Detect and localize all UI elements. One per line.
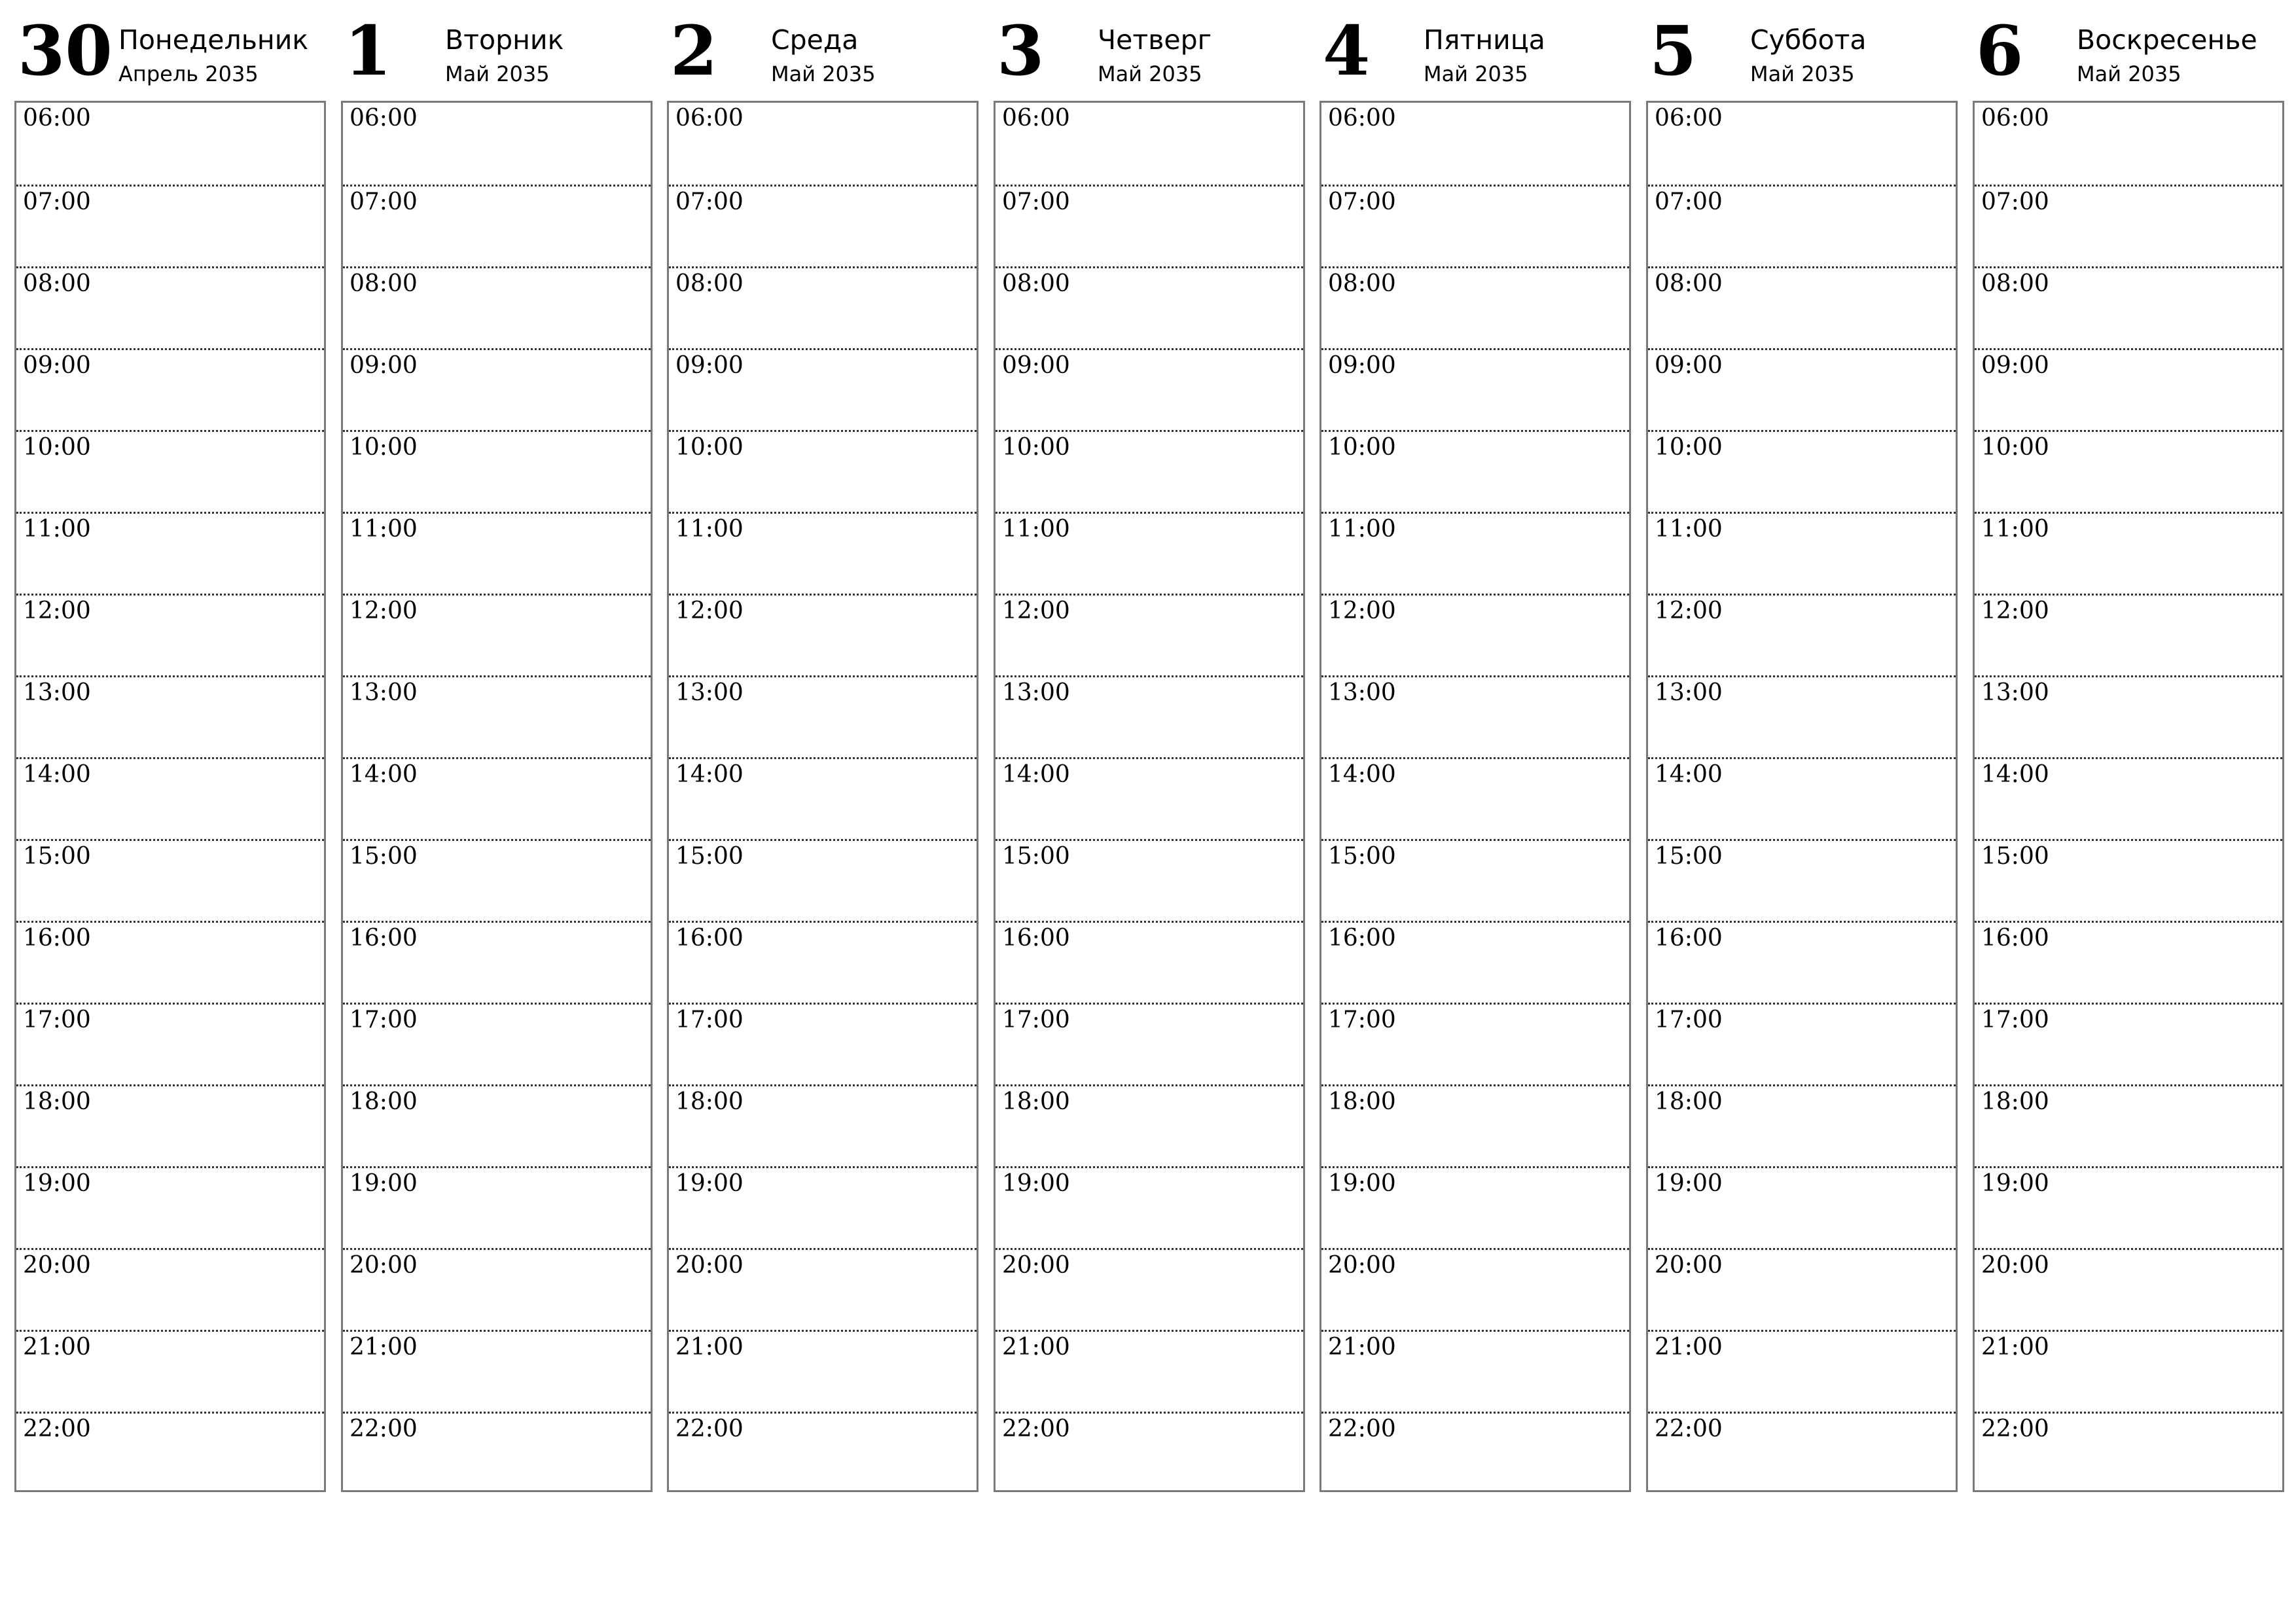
time-slot-label: 20:00 [23,1252,91,1279]
time-slot[interactable] [343,103,651,185]
time-slot[interactable] [1321,266,1629,348]
time-slot-label: 17:00 [1655,1007,1723,1033]
time-slot-label: 16:00 [350,925,418,952]
time-slot[interactable] [996,1166,1303,1248]
time-slot[interactable] [1975,839,2282,921]
time-slot-label: 22:00 [350,1416,418,1442]
time-slot-label: 18:00 [1002,1088,1070,1115]
day-month-year: Май 2035 [1424,62,1528,86]
day-schedule-box[interactable] [1973,101,2284,1492]
time-slot[interactable] [343,1003,651,1084]
time-slot-label: 07:00 [23,188,91,215]
time-slot[interactable] [343,430,651,512]
day-schedule-box[interactable] [1319,101,1631,1492]
time-slot[interactable] [343,594,651,675]
time-slot-label: 11:00 [1655,516,1723,543]
time-slot-label: 18:00 [1655,1088,1723,1115]
day-schedule-box[interactable] [1646,101,1958,1492]
time-slot[interactable] [669,1003,977,1084]
time-slot[interactable] [996,675,1303,757]
time-slot[interactable] [1975,594,2282,675]
time-slot[interactable] [1321,1412,1629,1493]
time-slot-label: 07:00 [1002,188,1070,215]
time-slot-label: 10:00 [1328,434,1396,461]
time-slot[interactable] [996,512,1303,594]
time-slot[interactable] [1321,757,1629,839]
time-slot[interactable] [669,512,977,594]
day-month-year: Май 2035 [2077,62,2181,86]
time-slot[interactable] [1648,921,1956,1003]
time-slot[interactable] [343,266,651,348]
time-slot[interactable] [1648,1412,1956,1493]
time-slot[interactable] [16,1412,324,1493]
time-slot-label: 13:00 [23,679,91,706]
time-slot[interactable] [669,839,977,921]
time-slot-label: 15:00 [1002,843,1070,870]
time-slot-label: 07:00 [1655,188,1723,215]
time-slot-label: 19:00 [23,1170,91,1197]
time-slot-label: 14:00 [1981,761,2049,788]
time-slot-label: 07:00 [350,188,418,215]
time-slot-label: 09:00 [1002,352,1070,379]
time-slot-label: 17:00 [1328,1007,1396,1033]
time-slot-label: 08:00 [1655,270,1723,297]
time-slot[interactable] [1975,1412,2282,1493]
day-header [994,0,1321,98]
time-slot[interactable] [16,921,324,1003]
day-number: 6 [1976,10,2024,91]
time-slot[interactable] [669,1084,977,1166]
time-slot[interactable] [1321,921,1629,1003]
time-slot-label: 12:00 [350,597,418,624]
time-slot-label: 07:00 [675,188,744,215]
day-schedule-box[interactable] [667,101,978,1492]
time-slot[interactable] [1648,103,1956,185]
time-slot[interactable] [1975,675,2282,757]
time-slot-label: 12:00 [1655,597,1723,624]
time-slot-label: 09:00 [675,352,744,379]
time-slot[interactable] [1975,1166,2282,1248]
time-slot[interactable] [996,1248,1303,1330]
time-slot-label: 06:00 [1328,105,1396,132]
time-slot-label: 08:00 [23,270,91,297]
time-slot[interactable] [996,1330,1303,1412]
time-slot[interactable] [16,103,324,185]
time-slot[interactable] [343,839,651,921]
time-slot-label: 21:00 [23,1334,91,1361]
time-slot[interactable] [1975,1248,2282,1330]
time-slot-label: 08:00 [675,270,744,297]
time-slot-label: 18:00 [1981,1088,2049,1115]
time-slot[interactable] [16,757,324,839]
time-slot[interactable] [1975,512,2282,594]
day-month-year: Май 2035 [1750,62,1855,86]
time-slot-label: 09:00 [23,352,91,379]
day-name: Пятница [1424,24,1545,56]
time-slot[interactable] [996,430,1303,512]
time-slot-label: 13:00 [675,679,744,706]
day-header [667,0,994,98]
time-slot-label: 14:00 [1002,761,1070,788]
time-slot-label: 10:00 [1981,434,2049,461]
time-slot-label: 10:00 [350,434,418,461]
day-header [14,0,342,98]
time-slot-label: 17:00 [675,1007,744,1033]
time-slot-label: 22:00 [675,1416,744,1442]
time-slot-label: 13:00 [1655,679,1723,706]
day-name: Вторник [445,24,564,56]
time-slot-label: 14:00 [1328,761,1396,788]
time-slot[interactable] [1648,430,1956,512]
time-slot[interactable] [669,348,977,430]
time-slot-label: 18:00 [350,1088,418,1115]
time-slot[interactable] [1321,1003,1629,1084]
day-header [1646,0,1973,98]
time-slot-label: 15:00 [350,843,418,870]
time-slot[interactable] [1648,266,1956,348]
day-month-year: Май 2035 [1098,62,1202,86]
time-slot[interactable] [669,185,977,266]
time-slot-label: 10:00 [1002,434,1070,461]
time-slot[interactable] [1321,839,1629,921]
time-slot-label: 19:00 [350,1170,418,1197]
day-number: 3 [997,10,1045,91]
time-slot[interactable] [669,1412,977,1493]
time-slot[interactable] [669,921,977,1003]
time-slot[interactable] [1648,348,1956,430]
time-slot-label: 11:00 [1981,516,2049,543]
time-slot-label: 06:00 [350,105,418,132]
day-number: 1 [344,10,392,91]
time-slot-label: 22:00 [23,1416,91,1442]
time-slot-label: 19:00 [675,1170,744,1197]
time-slot-label: 11:00 [350,516,418,543]
day-number: 30 [18,10,113,91]
time-slot-label: 22:00 [1981,1416,2049,1442]
time-slot-label: 20:00 [1981,1252,2049,1279]
time-slot[interactable] [1975,430,2282,512]
day-month-year: Апрель 2035 [118,62,259,86]
time-slot[interactable] [996,185,1303,266]
day-header [1319,0,1647,98]
time-slot-label: 15:00 [1981,843,2049,870]
time-slot[interactable] [1321,103,1629,185]
time-slot-label: 10:00 [23,434,91,461]
time-slot-label: 15:00 [1328,843,1396,870]
time-slot-label: 06:00 [1002,105,1070,132]
time-slot-label: 12:00 [1328,597,1396,624]
time-slot-label: 18:00 [1328,1088,1396,1115]
time-slot[interactable] [996,1084,1303,1166]
time-slot[interactable] [343,675,651,757]
time-slot-label: 11:00 [675,516,744,543]
time-slot-label: 19:00 [1981,1170,2049,1197]
time-slot-label: 14:00 [675,761,744,788]
time-slot[interactable] [1321,1330,1629,1412]
day-month-year: Май 2035 [771,62,876,86]
time-slot[interactable] [1648,1330,1956,1412]
time-slot-label: 12:00 [675,597,744,624]
time-slot-label: 19:00 [1328,1170,1396,1197]
time-slot-label: 06:00 [675,105,744,132]
time-slot-label: 17:00 [23,1007,91,1033]
time-slot-label: 06:00 [23,105,91,132]
time-slot[interactable] [343,1166,651,1248]
time-slot-label: 14:00 [23,761,91,788]
time-slot[interactable] [1648,757,1956,839]
time-slot-label: 13:00 [350,679,418,706]
time-slot-label: 13:00 [1981,679,2049,706]
time-slot-label: 13:00 [1328,679,1396,706]
time-slot[interactable] [669,594,977,675]
time-slot-label: 16:00 [23,925,91,952]
time-slot[interactable] [1648,1084,1956,1166]
time-slot[interactable] [1975,757,2282,839]
time-slot[interactable] [669,103,977,185]
time-slot-label: 13:00 [1002,679,1070,706]
time-slot[interactable] [1648,1003,1956,1084]
time-slot-label: 08:00 [1002,270,1070,297]
time-slot[interactable] [16,512,324,594]
time-slot[interactable] [343,1248,651,1330]
time-slot-label: 15:00 [675,843,744,870]
time-slot[interactable] [1321,675,1629,757]
time-slot-label: 09:00 [1328,352,1396,379]
time-slot-label: 09:00 [350,352,418,379]
time-slot-label: 21:00 [1655,1334,1723,1361]
time-slot[interactable] [343,1084,651,1166]
time-slot[interactable] [16,1330,324,1412]
time-slot-label: 17:00 [1981,1007,2049,1033]
time-slot[interactable] [1321,348,1629,430]
time-slot[interactable] [1648,594,1956,675]
time-slot-label: 18:00 [23,1088,91,1115]
time-slot[interactable] [669,430,977,512]
time-slot[interactable] [16,430,324,512]
time-slot-label: 18:00 [675,1088,744,1115]
time-slot[interactable] [1975,103,2282,185]
time-slot-label: 17:00 [1002,1007,1070,1033]
time-slot-label: 09:00 [1981,352,2049,379]
time-slot[interactable] [1975,266,2282,348]
time-slot-label: 19:00 [1655,1170,1723,1197]
time-slot[interactable] [1648,185,1956,266]
time-slot[interactable] [669,266,977,348]
time-slot[interactable] [1975,1084,2282,1166]
time-slot-label: 20:00 [675,1252,744,1279]
time-slot[interactable] [669,1166,977,1248]
time-slot[interactable] [1648,839,1956,921]
time-slot-label: 16:00 [675,925,744,952]
time-slot[interactable] [996,348,1303,430]
time-slot[interactable] [996,103,1303,185]
day-schedule-box[interactable] [14,101,326,1492]
time-slot-label: 16:00 [1002,925,1070,952]
day-name: Воскресенье [2077,24,2257,56]
time-slot[interactable] [1648,512,1956,594]
time-slot[interactable] [16,1003,324,1084]
time-slot[interactable] [16,266,324,348]
time-slot[interactable] [996,1412,1303,1493]
time-slot[interactable] [16,185,324,266]
time-slot[interactable] [1321,1166,1629,1248]
time-slot-label: 14:00 [1655,761,1723,788]
time-slot-label: 06:00 [1655,105,1723,132]
day-name: Понедельник [118,24,309,56]
time-slot-label: 17:00 [350,1007,418,1033]
time-slot[interactable] [16,1166,324,1248]
time-slot-label: 20:00 [1655,1252,1723,1279]
time-slot[interactable] [1975,185,2282,266]
time-slot-label: 20:00 [1002,1252,1070,1279]
day-number: 4 [1323,10,1371,91]
time-slot-label: 08:00 [1328,270,1396,297]
time-slot-label: 20:00 [350,1252,418,1279]
time-slot[interactable] [669,675,977,757]
time-slot[interactable] [996,594,1303,675]
time-slot-label: 15:00 [23,843,91,870]
time-slot[interactable] [1648,675,1956,757]
day-schedule-box[interactable] [994,101,1305,1492]
time-slot[interactable] [16,839,324,921]
day-header [1973,0,2296,98]
time-slot-label: 07:00 [1981,188,2049,215]
time-slot-label: 08:00 [350,270,418,297]
time-slot[interactable] [343,1330,651,1412]
time-slot[interactable] [1321,594,1629,675]
time-slot-label: 20:00 [1328,1252,1396,1279]
time-slot[interactable] [16,594,324,675]
time-slot[interactable] [996,266,1303,348]
day-number: 5 [1649,10,1697,91]
time-slot[interactable] [669,1248,977,1330]
time-slot-label: 11:00 [23,516,91,543]
time-slot-label: 21:00 [1981,1334,2049,1361]
time-slot-label: 21:00 [675,1334,744,1361]
time-slot-label: 22:00 [1002,1416,1070,1442]
time-slot[interactable] [669,757,977,839]
time-slot[interactable] [16,675,324,757]
day-name: Среда [771,24,859,56]
time-slot[interactable] [343,1412,651,1493]
time-slot[interactable] [669,1330,977,1412]
time-slot[interactable] [343,921,651,1003]
time-slot-label: 11:00 [1328,516,1396,543]
time-slot-label: 15:00 [1655,843,1723,870]
time-slot[interactable] [16,1084,324,1166]
time-slot-label: 06:00 [1981,105,2049,132]
time-slot-label: 21:00 [1002,1334,1070,1361]
time-slot[interactable] [343,757,651,839]
time-slot[interactable] [1648,1248,1956,1330]
time-slot[interactable] [1321,1248,1629,1330]
time-slot[interactable] [343,512,651,594]
time-slot-label: 09:00 [1655,352,1723,379]
time-slot[interactable] [1975,921,2282,1003]
time-slot[interactable] [996,839,1303,921]
time-slot-label: 08:00 [1981,270,2049,297]
day-name: Суббота [1750,24,1867,56]
time-slot[interactable] [1321,1084,1629,1166]
time-slot[interactable] [1321,185,1629,266]
time-slot-label: 19:00 [1002,1170,1070,1197]
time-slot[interactable] [1975,1003,2282,1084]
time-slot-label: 10:00 [675,434,744,461]
time-slot[interactable] [996,921,1303,1003]
time-slot-label: 11:00 [1002,516,1070,543]
time-slot-label: 16:00 [1328,925,1396,952]
day-schedule-box[interactable] [341,101,653,1492]
time-slot-label: 21:00 [1328,1334,1396,1361]
time-slot-label: 07:00 [1328,188,1396,215]
time-slot-label: 16:00 [1981,925,2049,952]
time-slot[interactable] [996,1003,1303,1084]
time-slot[interactable] [1321,512,1629,594]
time-slot-label: 12:00 [1002,597,1070,624]
time-slot[interactable] [1648,1166,1956,1248]
day-number: 2 [670,10,718,91]
time-slot[interactable] [16,1248,324,1330]
day-month-year: Май 2035 [445,62,550,86]
time-slot-label: 10:00 [1655,434,1723,461]
time-slot-label: 22:00 [1655,1416,1723,1442]
time-slot-label: 22:00 [1328,1416,1396,1442]
time-slot-label: 14:00 [350,761,418,788]
time-slot[interactable] [1975,348,2282,430]
time-slot-label: 21:00 [350,1334,418,1361]
time-slot-label: 12:00 [1981,597,2049,624]
time-slot-label: 16:00 [1655,925,1723,952]
time-slot[interactable] [996,757,1303,839]
time-slot[interactable] [1975,1330,2282,1412]
time-slot[interactable] [1321,430,1629,512]
time-slot[interactable] [343,185,651,266]
time-slot[interactable] [16,348,324,430]
time-slot[interactable] [343,348,651,430]
day-header [341,0,668,98]
time-slot-label: 12:00 [23,597,91,624]
day-name: Четверг [1098,24,1212,56]
